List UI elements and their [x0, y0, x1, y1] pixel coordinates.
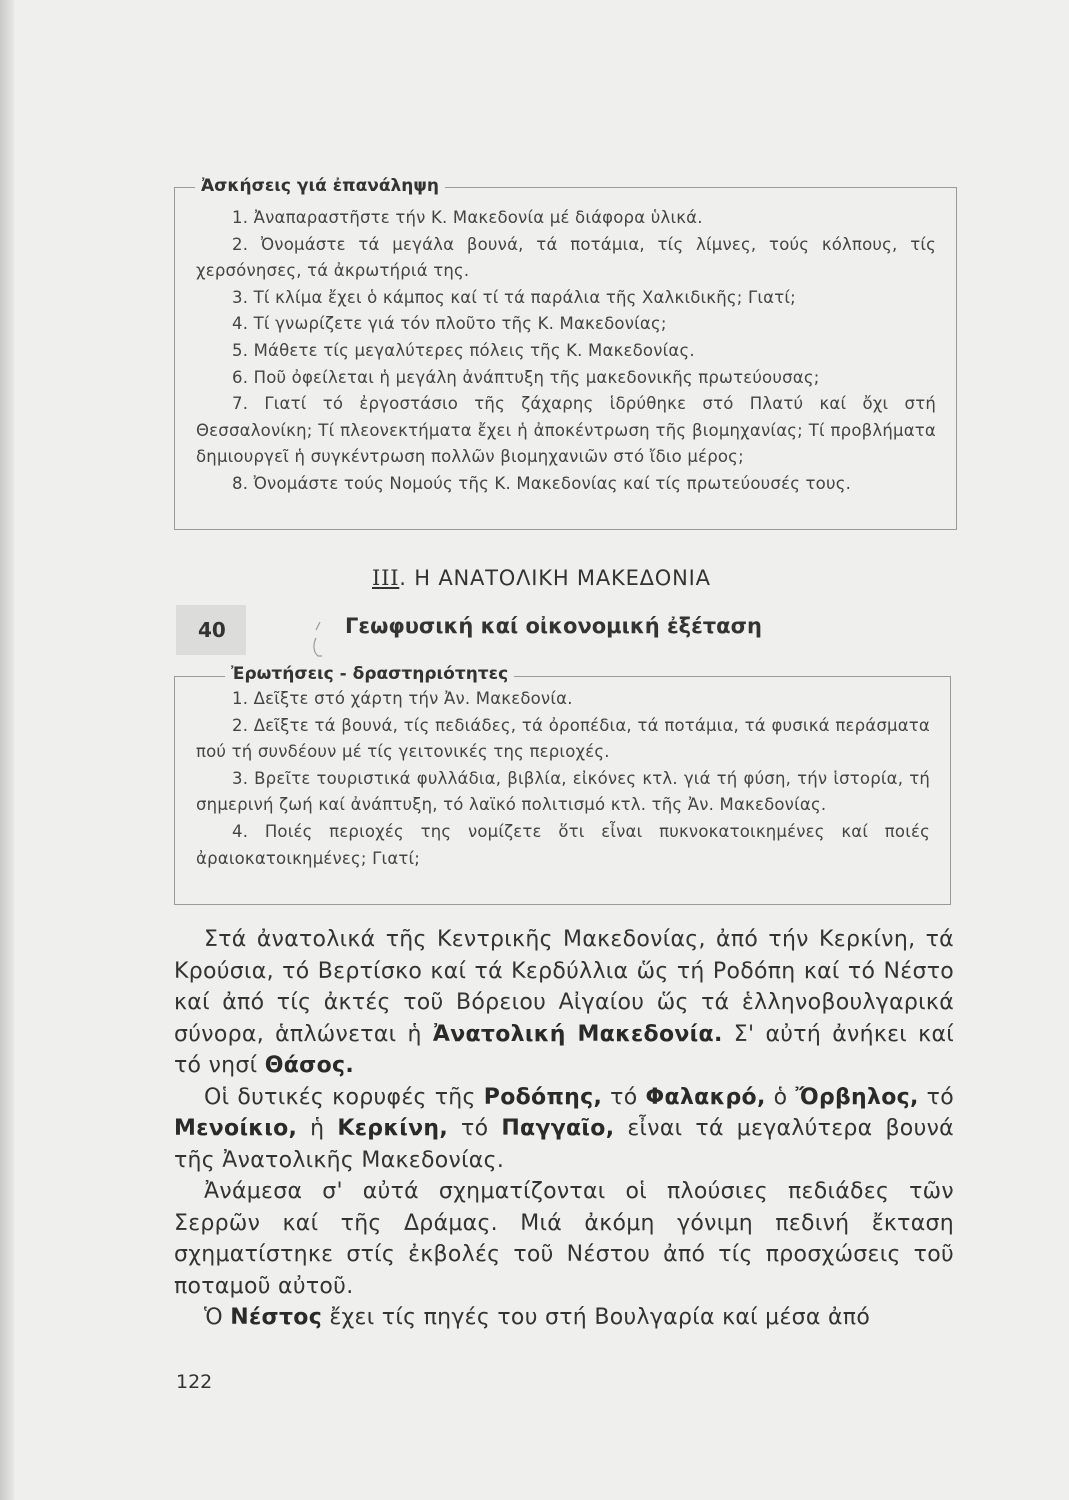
body-text: τό [918, 1084, 954, 1110]
key-term: Θάσος. [264, 1053, 354, 1078]
body-text: ἡ [297, 1116, 338, 1141]
review-exercises-title: Ἀσκήσεις γιά ἐπανάληψη [195, 176, 445, 196]
section-roman-numeral: III [372, 566, 400, 590]
pencil-mark-icon [310, 620, 326, 660]
body-text: Στά ἀνατολικά τῆς Κεντρικῆς Μακεδονίας, ἀπό τήν Κερκίνη, τά Κρούσια, τό Βερτίσκο καί τά Κερδύλλια ὥς τή Ροδόπη καί τό Νέστο καί ἀπό τίς ἀκτές τοῦ Βόρειου Αἰγαίου ὥς τά ἑλληνοβουλγαρικά σύνορα, ἁπλώνεται ἡ [174, 927, 954, 1047]
page-edge-shadow [0, 0, 14, 1500]
page-number: 122 [176, 1371, 213, 1393]
review-exercises-list [196, 205, 936, 498]
body-text: εἶναι τά μεγαλύτερα βουνά τῆς Ἀνατολικῆς Μακεδονίας. [174, 1116, 954, 1173]
body-text: τό [602, 1084, 646, 1110]
review-item: 7. Γιατί τό ἐργοστάσιο τῆς ζάχαρης ἱδρύθηκε στό Πλατύ καί ὄχι στή Θεσσαλονίκη; Τί πλεονεκτήματα ἔχει ἡ ἀποκέντρωση τῆς βιομηχανίας; Τί προβλήματα δημιουργεῖ ἡ συγκέντρωση πολλῶν βιομηχανιῶν στό ἴδιο μέρος; [196, 394, 936, 467]
key-term: Ὄρβηλος, [795, 1084, 919, 1110]
key-term: Μενοίκιο, [174, 1116, 298, 1141]
questions-activities-title: Ἐρωτήσεις - δραστηριότητες [225, 664, 514, 684]
key-term: Παγγαῖο, [501, 1116, 615, 1141]
body-text: ὁ [765, 1084, 796, 1110]
question-item: 3. Βρεῖτε τουριστικά φυλλάδια, βιβλία, εἰκόνες κτλ. γιά τή φύση, τήν ἱστορία, τή σημερινή ζωή καί ἀνάπτυξη, τό λαϊκό πολιτισμό κτλ. τῆς Ἀν. Μακεδονίας. [196, 768, 930, 815]
key-term: Κερκίνη, [337, 1116, 449, 1141]
body-paragraph [174, 1302, 954, 1334]
key-term: Νέστος [230, 1305, 323, 1330]
review-item: 4. Τί γνωρίζετε γιά τόν πλοῦτο τῆς Κ. Μακεδονίας; [232, 314, 667, 334]
key-term: Φαλακρό, [645, 1084, 766, 1110]
body-text: Σ' αὐτή ἀνήκει καί τό νησί [174, 1021, 954, 1078]
questions-activities-list [196, 686, 930, 872]
body-text: ἔχει τίς πηγές του στή Βουλγαρία καί μέσα ἀπό [322, 1305, 871, 1330]
question-item: 2. Δεῖξτε τά βουνά, τίς πεδιάδες, τά ὀροπέδια, τά ποτάμια, τά φυσικά περάσματα πού τή συνδέουν μέ τίς γειτονικές της περιοχές. [196, 715, 930, 762]
question-item: 1. Δεῖξτε στό χάρτη τήν Ἀν. Μακεδονία. [232, 689, 573, 708]
body-text: Ὁ [204, 1305, 231, 1330]
key-term: Ἀνατολική Μακεδονία. [432, 1021, 723, 1047]
review-item: 5. Μάθετε τίς μεγαλύτερες πόλεις τῆς Κ. Μακεδονίας. [232, 340, 695, 360]
body-text: τό [448, 1116, 502, 1141]
review-item: 3. Τί κλίμα ἔχει ὁ κάμπος καί τί τά παράλια τῆς Χαλκιδικῆς; Γιατί; [232, 287, 796, 307]
question-item: 4. Ποιές περιοχές της νομίζετε ὅτι εἶναι πυκνοκατοικημένες καί ποιές ἀραιοκατοικημένες; Γιατί; [196, 821, 930, 868]
body-paragraph [174, 1082, 954, 1177]
review-item: 8. Ὀνομάστε τούς Νομούς τῆς Κ. Μακεδονίας καί τίς πρωτεύουσές τους. [232, 473, 852, 493]
body-paragraph [174, 924, 954, 1082]
section-heading [372, 566, 711, 590]
key-term: Ροδόπης, [483, 1084, 603, 1110]
review-item: 1. Ἀναπαραστῆστε τήν Κ. Μακεδονία μέ διάφορα ὑλικά. [232, 208, 703, 227]
lesson-title: Γεωφυσική καί οἰκονομική ἐξέταση [345, 614, 762, 638]
review-item: 2. Ὀνομάστε τά μεγάλα βουνά, τά ποτάμια, τίς λίμνες, τούς κόλπους, τίς χερσόνησες, τά ἀκρωτήριά της. [196, 234, 936, 281]
body-text: Οἱ δυτικές κορυφές τῆς [204, 1084, 484, 1110]
body-paragraph: Ἀνάμεσα σ' αὐτά σχηματίζονται οἱ πλούσιες πεδιάδες τῶν Σερρῶν καί τῆς Δράμας. Μιά ἀκόμη γόνιμη πεδινή ἔκταση σχηματίστηκε στίς ἐκβολές τοῦ Νέστου ἀπό τίς προσχώσεις τοῦ ποταμοῦ αὐτοῦ. [174, 1179, 954, 1299]
lesson-number-badge: 40 [176, 605, 246, 655]
review-item: 6. Ποῦ ὀφείλεται ἡ μεγάλη ἀνάπτυξη τῆς μακεδονικῆς πρωτεύουσας; [232, 367, 820, 387]
lesson-body [174, 924, 954, 1334]
section-title: . Η ΑΝΑΤΟΛΙΚΗ ΜΑΚΕΔΟΝΙΑ [399, 566, 711, 590]
